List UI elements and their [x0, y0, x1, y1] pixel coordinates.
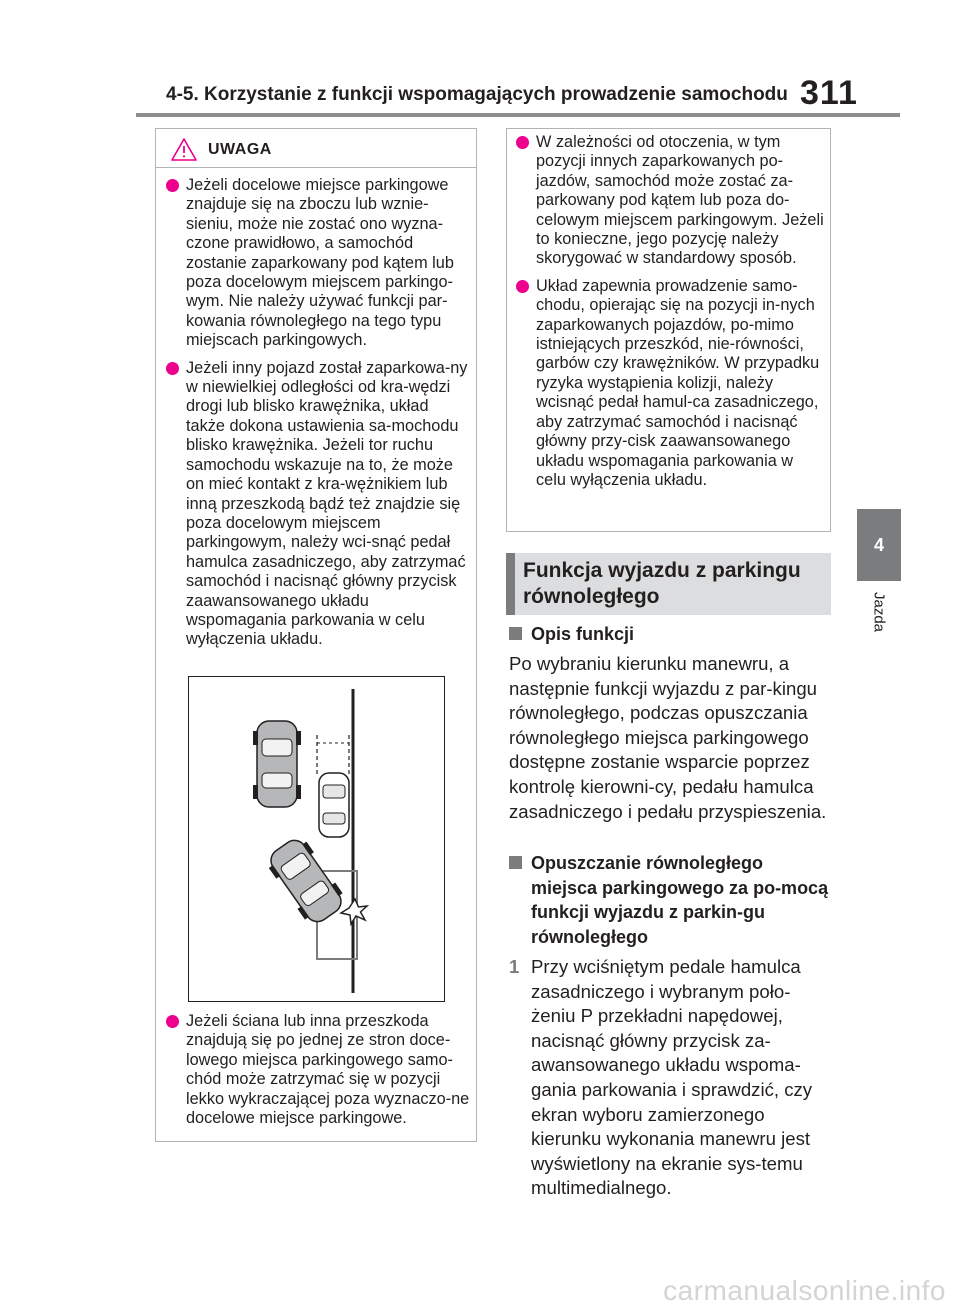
square-bullet-icon: [509, 856, 522, 869]
subheading-text: Opis funkcji: [531, 624, 635, 644]
chapter-number: 4: [873, 534, 884, 555]
list-item: [516, 133, 826, 269]
bullet-icon: [166, 179, 179, 192]
list-item-text: Jeżeli docelowe miejsce parkingowe znajduje się na zboczu lub wznie-sieniu, może nie zostać ono wyzna-czone prawidłowo, a samochód zostanie zaparkowany pod kątem lub poza docelowym miejscem parkingo-wym. Nie należy używać funkcji par-kowania równoległego na tego typu miejscach parkingowych.: [186, 176, 454, 350]
warning-triangle-icon: [170, 137, 198, 162]
parked-car-white: [319, 773, 349, 837]
section-title: Funkcja wyjazdu z parkingu równoległego: [506, 553, 831, 615]
list-item: [166, 176, 471, 351]
list-item-text: Układ zapewnia prowadzenie samo-chodu, opierając się na pozycji in-nych zaparkowanych pojazdów, po-mimo istniejących przeszkód, nie-równości, garbów czy krawężników. W przypadku ryzyka wystąpienia kolizji, należy wcisnąć pedał hamul-ca zasadniczego, aby zatrzymać samochód i nacisnąć główny przy-cisk zaawansowanego układu wspomagania parkowania w celu wyłączenia układu.: [536, 276, 820, 489]
own-vehicle: [263, 833, 349, 928]
subheading-procedure: [509, 851, 831, 949]
parking-diagram-svg: [189, 677, 443, 1000]
info-list: [516, 133, 826, 498]
chapter-tab[interactable]: [857, 509, 901, 581]
step-text: Przy wciśniętym pedale hamulca zasadniczego i wybranym poło-żeniu P przekładni napędowej, nacisnąć główny przycisk za-awansowanego układu wspoma-gania parkowania i sprawdzić, czy ekran wyboru zamierzonego kierunku wykonania manewru jest wyświetlony na ekranie sys-temu multimedialnego.: [531, 956, 813, 1199]
page-number: 311: [800, 74, 858, 112]
warning-divider: [155, 167, 477, 168]
subheading-description: [509, 622, 819, 647]
parking-illustration: [188, 676, 445, 1002]
square-bullet-icon: [509, 627, 522, 640]
warning-list: [166, 176, 471, 658]
description-paragraph: Po wybraniu kierunku manewru, a następnie funkcji wyjazdu z par-kingu równoległego, podczas opuszczania równoległego miejsca parkingowego dostępne zostanie wsparcie poprzez kontrolę kierowni-cy, pedału hamulca zasadniczego i pedału przyspieszenia.: [509, 653, 827, 822]
warning-header: [170, 137, 272, 162]
bullet-icon: [516, 136, 529, 149]
bullet-icon: [166, 1015, 179, 1028]
list-item: [166, 1012, 471, 1128]
bullet-icon: [516, 280, 529, 293]
bullet-icon: [166, 362, 179, 375]
list-item: [516, 277, 826, 490]
parked-car-gray: [253, 721, 301, 807]
list-item: [166, 359, 471, 650]
collision-star-icon: [341, 899, 367, 924]
warning-heading: UWAGA: [208, 140, 272, 158]
watermark: carmanualsonline.info: [663, 1275, 946, 1306]
subheading-text: Opuszczanie równoległego miejsca parkingowego za po-mocą funkcji wyjazdu z parkin-gu równoległego: [531, 853, 829, 947]
header-divider: [136, 113, 900, 117]
chapter-label: Jazda: [870, 592, 888, 633]
list-item-text: Jeżeli ściana lub inna przeszkoda znajdują się po jednej ze stron doce-lowego miejsca parkingowego samo-chód może zatrzymać się w pozycji lekko wykraczającej poza wyznaczo-ne docelowe miejsce parkingowe.: [186, 1012, 470, 1128]
procedure-step: [509, 955, 831, 1201]
warning-list-continued: [166, 1012, 471, 1136]
list-item-text: Jeżeli inny pojazd został zaparkowa-ny w niewielkiej odległości od kra-wędzi drogi lub blisko krawężnika, układ także dokona ustawienia sa-mochodu blisko krawężnika. Jeżeli tor ruchu samochodu wskazuje na to, że może on mieć kontakt z kra-wężnikiem lub inną przeszkodą bądź też znajdzie się poza docelowym miejscem parkingowym, należy wci-snąć pedał hamulca zasadniczego, aby zatrzymać samochód i nacisnąć główny przycisk zaawansowanego układu wspomagania parkowania w celu wyłączenia układu.: [186, 358, 468, 649]
step-number: 1: [509, 956, 520, 977]
list-item-text: W zależności od otoczenia, w tym pozycji innych zaparkowanych po-jazdów, samochód może zostać za-parkowany pod kątem lub poza do-celowym miejscem parkingowym. Jeżeli to konieczne, jego pozycję należy skorygować w standardowy sposób.: [536, 133, 824, 268]
page-header-title: 4-5. Korzystanie z funkcji wspomagających prowadzenie samochodu: [166, 84, 788, 105]
